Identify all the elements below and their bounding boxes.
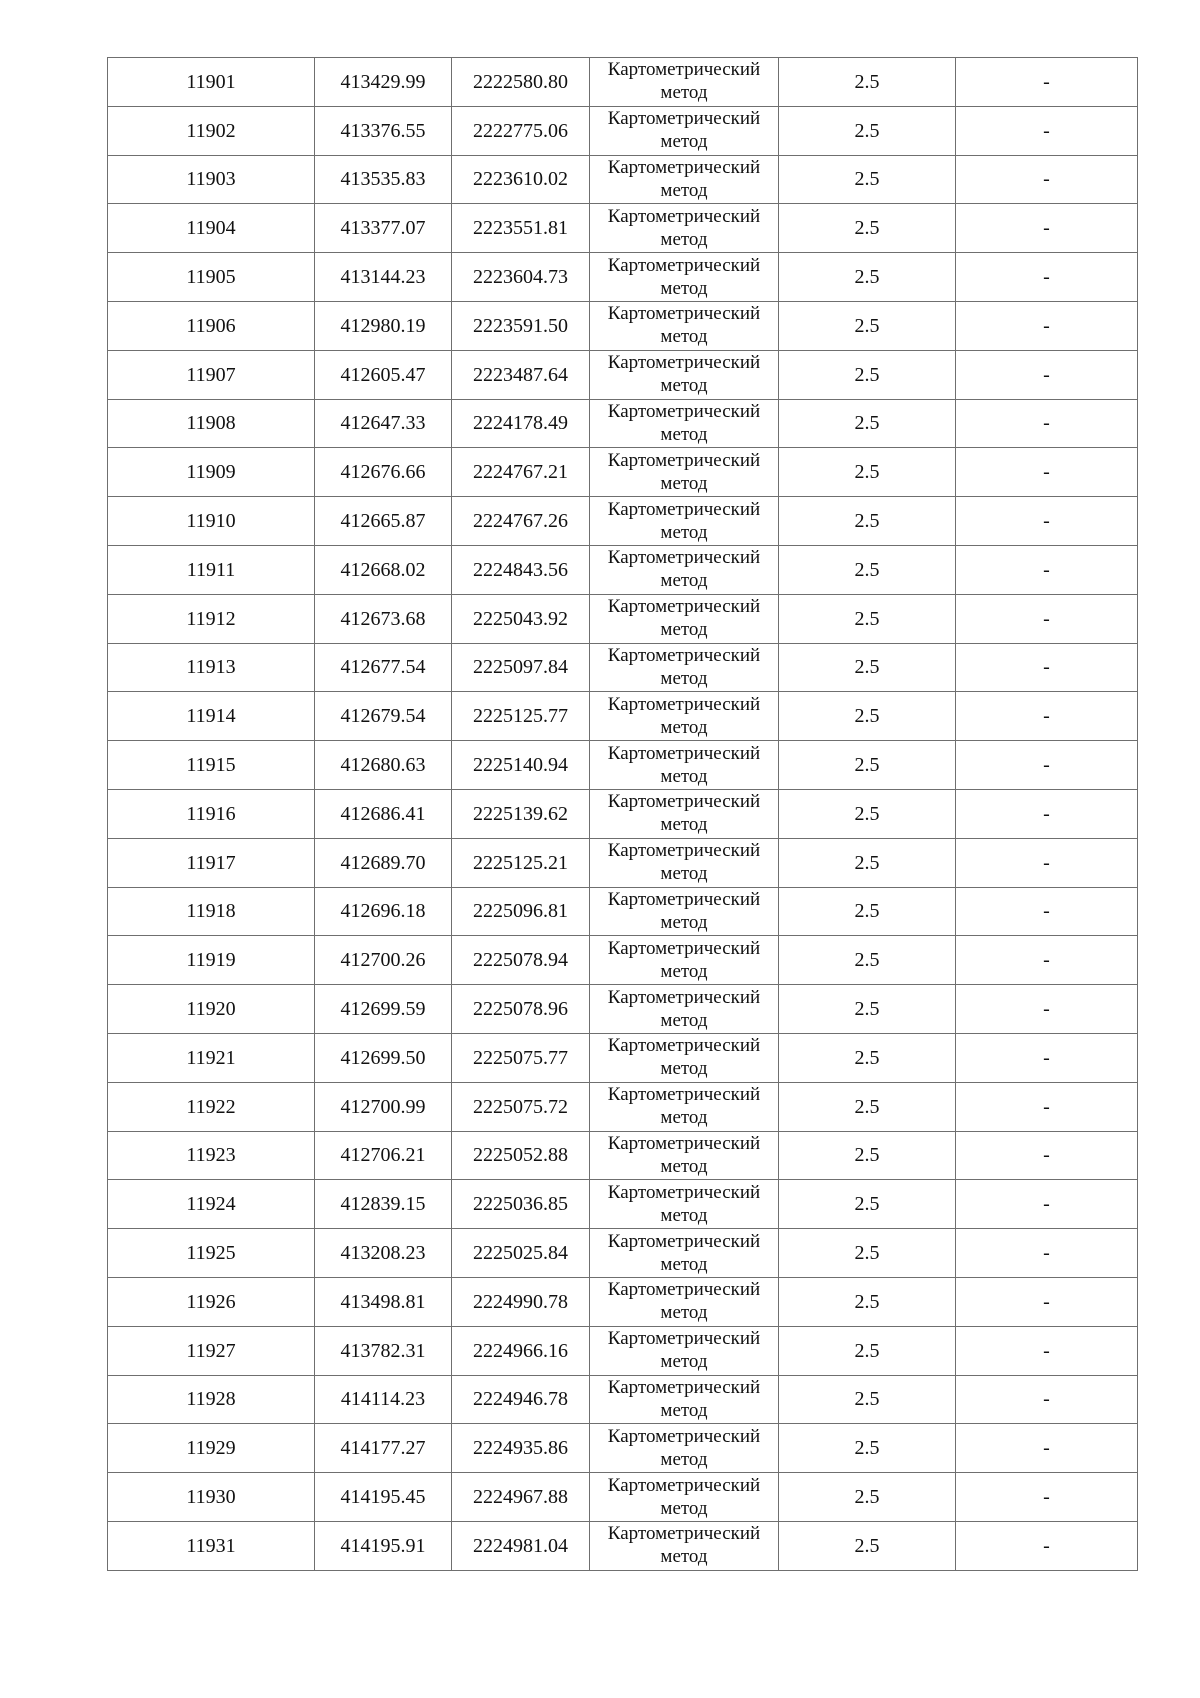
accuracy-cell: 2.5 [779,887,956,936]
x-coordinate-cell: 414177.27 [315,1424,452,1473]
method-cell [590,789,779,838]
method-label-line1: Картометрический [607,1328,761,1350]
point-number-cell: 11927 [108,1326,315,1375]
y-coordinate-cell: 2224767.21 [452,448,590,497]
method-label-line2: метод [660,1155,708,1177]
accuracy-cell: 2.5 [779,1424,956,1473]
method-cell [590,204,779,253]
note-cell: - [956,497,1138,546]
method-label-line2: метод [660,911,708,933]
x-coordinate-cell: 412980.19 [315,301,452,350]
y-coordinate-cell: 2225052.88 [452,1131,590,1180]
x-coordinate-cell: 412699.59 [315,985,452,1034]
method-label-line2: метод [660,1497,708,1519]
accuracy-cell: 2.5 [779,1131,956,1180]
method-label-line2: метод [660,1204,708,1226]
point-number-cell: 11918 [108,887,315,936]
method-label-line2: метод [660,326,708,348]
point-number-cell: 11931 [108,1521,315,1570]
method-label-line2: метод [660,716,708,738]
point-number-cell: 11915 [108,741,315,790]
y-coordinate-cell: 2224935.86 [452,1424,590,1473]
y-coordinate-cell: 2224990.78 [452,1277,590,1326]
method-label-line1: Картометрический [607,156,761,178]
method-cell [590,155,779,204]
x-coordinate-cell: 412679.54 [315,692,452,741]
method-label-line1: Картометрический [607,1425,761,1447]
method-cell [590,1180,779,1229]
note-cell: - [956,692,1138,741]
method-cell [590,1277,779,1326]
point-number-cell: 11913 [108,643,315,692]
note-cell: - [956,448,1138,497]
point-number-cell: 11917 [108,838,315,887]
table-row [108,1277,1138,1326]
accuracy-cell: 2.5 [779,643,956,692]
method-label-line1: Картометрический [607,1132,761,1154]
point-number-cell: 11906 [108,301,315,350]
method-label-line1: Картометрический [607,352,761,374]
method-cell [590,1326,779,1375]
y-coordinate-cell: 2224966.16 [452,1326,590,1375]
method-label-line2: метод [660,570,708,592]
method-label-line2: метод [660,375,708,397]
method-label-line2: метод [660,82,708,104]
accuracy-cell: 2.5 [779,545,956,594]
method-cell [590,58,779,107]
table-row [108,1521,1138,1570]
method-label-line1: Картометрический [607,693,761,715]
x-coordinate-cell: 412839.15 [315,1180,452,1229]
x-coordinate-cell: 413782.31 [315,1326,452,1375]
x-coordinate-cell: 412699.50 [315,1033,452,1082]
y-coordinate-cell: 2225036.85 [452,1180,590,1229]
point-number-cell: 11920 [108,985,315,1034]
x-coordinate-cell: 412700.26 [315,936,452,985]
method-cell [590,1424,779,1473]
method-label-line1: Картометрический [607,840,761,862]
x-coordinate-cell: 412700.99 [315,1082,452,1131]
method-label-line1: Картометрический [607,59,761,81]
method-label-line1: Картометрический [607,888,761,910]
x-coordinate-cell: 412689.70 [315,838,452,887]
point-number-cell: 11912 [108,594,315,643]
method-cell [590,985,779,1034]
y-coordinate-cell: 2225140.94 [452,741,590,790]
method-label-line2: метод [660,472,708,494]
accuracy-cell: 2.5 [779,1277,956,1326]
point-number-cell: 11921 [108,1033,315,1082]
y-coordinate-cell: 2224767.26 [452,497,590,546]
method-label-line2: метод [660,1448,708,1470]
note-cell: - [956,936,1138,985]
note-cell: - [956,58,1138,107]
x-coordinate-cell: 412673.68 [315,594,452,643]
table-row [108,936,1138,985]
point-number-cell: 11923 [108,1131,315,1180]
y-coordinate-cell: 2222580.80 [452,58,590,107]
x-coordinate-cell: 412647.33 [315,399,452,448]
y-coordinate-cell: 2223487.64 [452,350,590,399]
coordinates-table-body [108,58,1138,1571]
table-row [108,643,1138,692]
note-cell: - [956,106,1138,155]
table-row [108,350,1138,399]
table-row [108,106,1138,155]
accuracy-cell: 2.5 [779,448,956,497]
method-label-line2: метод [660,1546,708,1568]
table-row [108,985,1138,1034]
point-number-cell: 11919 [108,936,315,985]
method-label-line1: Картометрический [607,254,761,276]
y-coordinate-cell: 2224946.78 [452,1375,590,1424]
method-cell [590,350,779,399]
method-label-line2: метод [660,960,708,982]
method-label-line2: метод [660,863,708,885]
point-number-cell: 11904 [108,204,315,253]
accuracy-cell: 2.5 [779,838,956,887]
accuracy-cell: 2.5 [779,301,956,350]
method-cell [590,253,779,302]
method-label-line2: метод [660,1107,708,1129]
method-label-line1: Картометрический [607,742,761,764]
table-row [108,448,1138,497]
point-number-cell: 11916 [108,789,315,838]
table-row [108,155,1138,204]
point-number-cell: 11924 [108,1180,315,1229]
accuracy-cell: 2.5 [779,1229,956,1278]
x-coordinate-cell: 412668.02 [315,545,452,594]
accuracy-cell: 2.5 [779,399,956,448]
y-coordinate-cell: 2225075.72 [452,1082,590,1131]
table-row [108,887,1138,936]
method-cell [590,838,779,887]
x-coordinate-cell: 413377.07 [315,204,452,253]
y-coordinate-cell: 2224981.04 [452,1521,590,1570]
point-number-cell: 11902 [108,106,315,155]
table-row [108,789,1138,838]
table-row [108,58,1138,107]
note-cell: - [956,1277,1138,1326]
table-row [108,594,1138,643]
method-cell [590,887,779,936]
note-cell: - [956,838,1138,887]
note-cell: - [956,1375,1138,1424]
y-coordinate-cell: 2223591.50 [452,301,590,350]
note-cell: - [956,253,1138,302]
point-number-cell: 11910 [108,497,315,546]
table-row [108,497,1138,546]
method-label-line1: Картометрический [607,400,761,422]
accuracy-cell: 2.5 [779,1326,956,1375]
point-number-cell: 11926 [108,1277,315,1326]
accuracy-cell: 2.5 [779,58,956,107]
x-coordinate-cell: 413208.23 [315,1229,452,1278]
method-label-line2: метод [660,277,708,299]
y-coordinate-cell: 2225075.77 [452,1033,590,1082]
note-cell: - [956,643,1138,692]
note-cell: - [956,301,1138,350]
method-cell [590,1033,779,1082]
y-coordinate-cell: 2225043.92 [452,594,590,643]
accuracy-cell: 2.5 [779,594,956,643]
accuracy-cell: 2.5 [779,155,956,204]
table-row [108,1424,1138,1473]
y-coordinate-cell: 2224843.56 [452,545,590,594]
note-cell: - [956,1326,1138,1375]
accuracy-cell: 2.5 [779,789,956,838]
method-cell [590,643,779,692]
method-label-line1: Картометрический [607,644,761,666]
accuracy-cell: 2.5 [779,253,956,302]
y-coordinate-cell: 2224967.88 [452,1473,590,1522]
method-cell [590,1229,779,1278]
method-cell [590,1082,779,1131]
note-cell: - [956,545,1138,594]
method-label-line2: метод [660,423,708,445]
method-label-line2: метод [660,521,708,543]
point-number-cell: 11911 [108,545,315,594]
note-cell: - [956,1424,1138,1473]
table-row [108,1326,1138,1375]
x-coordinate-cell: 412676.66 [315,448,452,497]
table-row [108,1033,1138,1082]
point-number-cell: 11901 [108,58,315,107]
y-coordinate-cell: 2223604.73 [452,253,590,302]
accuracy-cell: 2.5 [779,985,956,1034]
method-cell [590,1473,779,1522]
x-coordinate-cell: 413376.55 [315,106,452,155]
table-row [108,1375,1138,1424]
x-coordinate-cell: 412665.87 [315,497,452,546]
x-coordinate-cell: 412677.54 [315,643,452,692]
note-cell: - [956,1229,1138,1278]
point-number-cell: 11922 [108,1082,315,1131]
note-cell: - [956,350,1138,399]
table-row [108,1180,1138,1229]
table-row [108,838,1138,887]
table-row [108,1473,1138,1522]
method-label-line1: Картометрический [607,547,761,569]
y-coordinate-cell: 2223551.81 [452,204,590,253]
point-number-cell: 11930 [108,1473,315,1522]
method-label-line1: Картометрический [607,1279,761,1301]
y-coordinate-cell: 2225078.96 [452,985,590,1034]
method-label-line1: Картометрический [607,108,761,130]
method-label-line2: метод [660,1058,708,1080]
point-number-cell: 11925 [108,1229,315,1278]
note-cell: - [956,399,1138,448]
method-label-line1: Картометрический [607,449,761,471]
method-label-line1: Картометрический [607,1035,761,1057]
point-number-cell: 11909 [108,448,315,497]
table-row [108,204,1138,253]
method-label-line2: метод [660,1351,708,1373]
table-row [108,692,1138,741]
method-cell [590,936,779,985]
accuracy-cell: 2.5 [779,1473,956,1522]
method-cell [590,301,779,350]
method-label-line2: метод [660,619,708,641]
accuracy-cell: 2.5 [779,1082,956,1131]
table-row [108,1229,1138,1278]
note-cell: - [956,1473,1138,1522]
x-coordinate-cell: 414114.23 [315,1375,452,1424]
note-cell: - [956,1180,1138,1229]
x-coordinate-cell: 412696.18 [315,887,452,936]
method-label-line1: Картометрический [607,1523,761,1545]
method-label-line2: метод [660,1302,708,1324]
table-row [108,301,1138,350]
y-coordinate-cell: 2225125.21 [452,838,590,887]
x-coordinate-cell: 414195.91 [315,1521,452,1570]
method-cell [590,692,779,741]
point-number-cell: 11929 [108,1424,315,1473]
accuracy-cell: 2.5 [779,936,956,985]
x-coordinate-cell: 412605.47 [315,350,452,399]
y-coordinate-cell: 2225096.81 [452,887,590,936]
x-coordinate-cell: 414195.45 [315,1473,452,1522]
accuracy-cell: 2.5 [779,1033,956,1082]
table-row [108,1131,1138,1180]
method-label-line2: метод [660,1399,708,1421]
y-coordinate-cell: 2223610.02 [452,155,590,204]
note-cell: - [956,1521,1138,1570]
method-cell [590,1375,779,1424]
note-cell: - [956,1082,1138,1131]
point-number-cell: 11903 [108,155,315,204]
accuracy-cell: 2.5 [779,1180,956,1229]
y-coordinate-cell: 2224178.49 [452,399,590,448]
point-number-cell: 11907 [108,350,315,399]
method-cell [590,741,779,790]
method-cell [590,1521,779,1570]
note-cell: - [956,155,1138,204]
method-label-line1: Картометрический [607,1230,761,1252]
note-cell: - [956,1033,1138,1082]
x-coordinate-cell: 412686.41 [315,789,452,838]
y-coordinate-cell: 2225139.62 [452,789,590,838]
note-cell: - [956,204,1138,253]
table-row [108,545,1138,594]
method-label-line2: метод [660,228,708,250]
accuracy-cell: 2.5 [779,497,956,546]
y-coordinate-cell: 2225078.94 [452,936,590,985]
point-number-cell: 11905 [108,253,315,302]
note-cell: - [956,789,1138,838]
accuracy-cell: 2.5 [779,106,956,155]
method-cell [590,448,779,497]
method-label-line2: метод [660,814,708,836]
method-label-line1: Картометрический [607,596,761,618]
method-label-line2: метод [660,1009,708,1031]
method-cell [590,106,779,155]
x-coordinate-cell: 413144.23 [315,253,452,302]
x-coordinate-cell: 413429.99 [315,58,452,107]
method-label-line1: Картометрический [607,303,761,325]
accuracy-cell: 2.5 [779,692,956,741]
method-cell [590,497,779,546]
x-coordinate-cell: 413535.83 [315,155,452,204]
table-row [108,253,1138,302]
method-label-line1: Картометрический [607,1474,761,1496]
method-label-line1: Картометрический [607,1376,761,1398]
table-row [108,399,1138,448]
note-cell: - [956,985,1138,1034]
accuracy-cell: 2.5 [779,204,956,253]
method-label-line1: Картометрический [607,205,761,227]
accuracy-cell: 2.5 [779,741,956,790]
note-cell: - [956,741,1138,790]
table-row [108,1082,1138,1131]
method-label-line1: Картометрический [607,1084,761,1106]
method-label-line1: Картометрический [607,498,761,520]
method-cell [590,399,779,448]
method-label-line1: Картометрический [607,1181,761,1203]
method-cell [590,1131,779,1180]
y-coordinate-cell: 2225097.84 [452,643,590,692]
note-cell: - [956,887,1138,936]
point-number-cell: 11908 [108,399,315,448]
method-label-line2: метод [660,179,708,201]
x-coordinate-cell: 412680.63 [315,741,452,790]
coordinates-table [107,57,1138,1571]
x-coordinate-cell: 412706.21 [315,1131,452,1180]
method-cell [590,545,779,594]
method-label-line1: Картометрический [607,937,761,959]
method-label-line2: метод [660,667,708,689]
accuracy-cell: 2.5 [779,1375,956,1424]
table-row [108,741,1138,790]
method-label-line1: Картометрический [607,986,761,1008]
point-number-cell: 11914 [108,692,315,741]
method-label-line1: Картометрический [607,791,761,813]
note-cell: - [956,594,1138,643]
y-coordinate-cell: 2225125.77 [452,692,590,741]
x-coordinate-cell: 413498.81 [315,1277,452,1326]
point-number-cell: 11928 [108,1375,315,1424]
accuracy-cell: 2.5 [779,1521,956,1570]
method-cell [590,594,779,643]
accuracy-cell: 2.5 [779,350,956,399]
y-coordinate-cell: 2222775.06 [452,106,590,155]
y-coordinate-cell: 2225025.84 [452,1229,590,1278]
method-label-line2: метод [660,131,708,153]
note-cell: - [956,1131,1138,1180]
method-label-line2: метод [660,765,708,787]
method-label-line2: метод [660,1253,708,1275]
